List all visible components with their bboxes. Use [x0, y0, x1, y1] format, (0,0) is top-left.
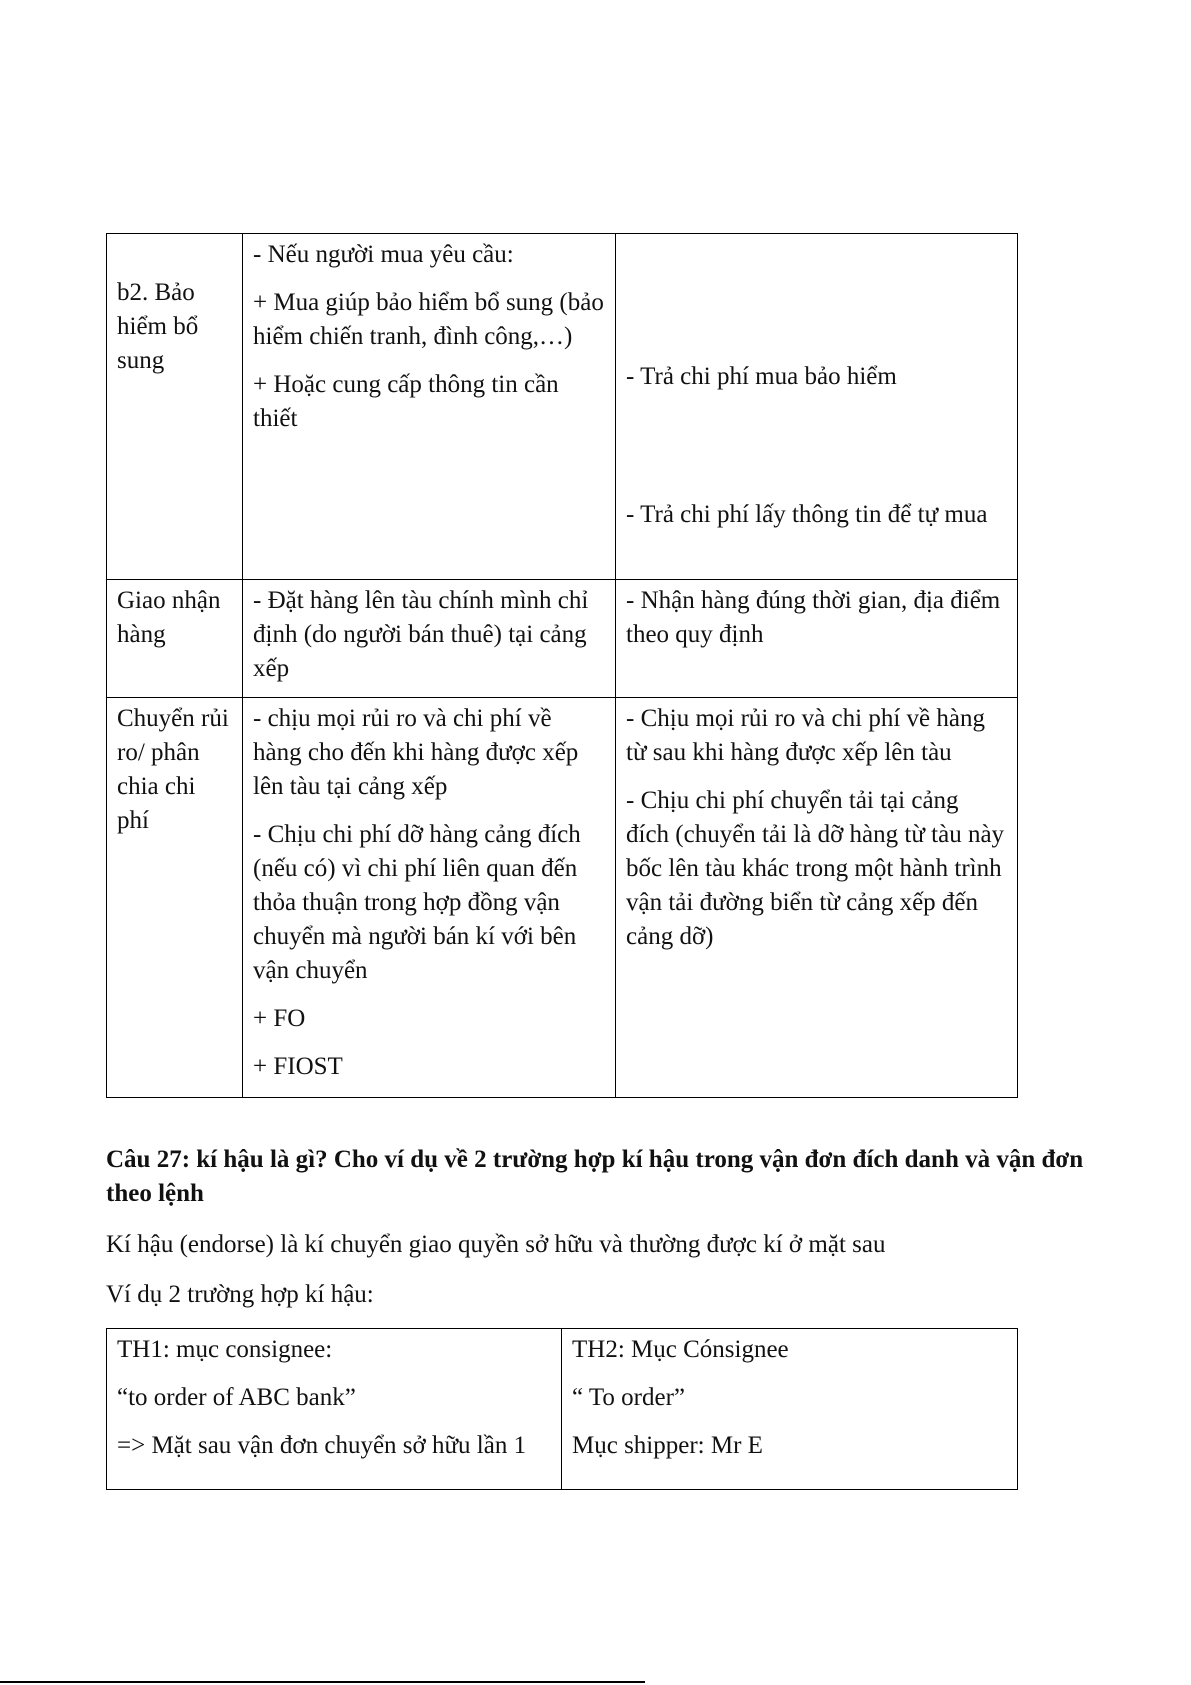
- seller-line: + FO: [253, 1005, 306, 1032]
- case2-line: TH2: Mục Cónsignee: [572, 1336, 789, 1363]
- table-row: [107, 1329, 1018, 1490]
- seller-cell: [243, 234, 616, 580]
- row-label-cell: [107, 234, 243, 580]
- case1-line: “to order of ABC bank”: [117, 1384, 356, 1411]
- row-label: Giao nhận hàng: [117, 587, 221, 648]
- seller-cell: [243, 580, 616, 698]
- case2-line: “ To order”: [572, 1384, 686, 1411]
- row-label-cell: [107, 698, 243, 1098]
- row-label: b2. Bảo hiểm bổ sung: [117, 279, 199, 374]
- definition-paragraph: Kí hậu (endorse) là kí chuyển giao quyền sở hữu và thường được kí ở mặt sau: [106, 1231, 886, 1258]
- obligations-table: [106, 233, 1018, 1098]
- seller-line: + Hoặc cung cấp thông tin cần thiết: [253, 371, 559, 432]
- examples-intro: Ví dụ 2 trường hợp kí hậu:: [106, 1281, 374, 1308]
- case1-line: TH1: mục consignee:: [117, 1336, 333, 1363]
- buyer-cell: [616, 580, 1018, 698]
- buyer-cell: [616, 698, 1018, 1098]
- row-label-cell: [107, 580, 243, 698]
- case2-line: Mục shipper: Mr E: [572, 1432, 763, 1459]
- table-row: [107, 234, 1018, 580]
- buyer-cell: [616, 234, 1018, 580]
- buyer-line: - Chịu mọi rủi ro và chi phí về hàng từ sau khi hàng được xếp lên tàu: [626, 705, 985, 766]
- buyer-line: - Trả chi phí mua bảo hiểm: [626, 363, 897, 390]
- endorsement-cases-table: [106, 1328, 1018, 1490]
- case1-cell: [107, 1329, 562, 1490]
- table-row: [107, 698, 1018, 1098]
- buyer-line: - Nhận hàng đúng thời gian, địa điểm theo quy định: [626, 587, 1001, 648]
- seller-line: - chịu mọi rủi ro và chi phí về hàng cho đến khi hàng được xếp lên tàu tại cảng xếp: [253, 705, 579, 800]
- seller-cell: [243, 698, 616, 1098]
- case1-line: => Mặt sau vận đơn chuyển sở hữu lần 1: [117, 1432, 527, 1459]
- buyer-line: - Chịu chi phí chuyển tải tại cảng đích (chuyển tải là dỡ hàng từ tàu này bốc lên tàu khác trong một hành trình vận tải đường biển từ cảng xếp đến cảng dỡ): [626, 787, 1005, 950]
- seller-line: - Đặt hàng lên tàu chính mình chỉ định (do người bán thuê) tại cảng xếp: [253, 587, 589, 682]
- table-row: [107, 580, 1018, 698]
- seller-line: - Chịu chi phí dỡ hàng cảng đích (nếu có) vì chi phí liên quan đến thỏa thuận trong hợp đồng vận chuyển mà người bán kí với bên vận chuyển: [253, 821, 581, 984]
- footer-rule: [0, 1681, 645, 1683]
- row-label: Chuyển rủi ro/ phân chia chi phí: [117, 705, 229, 834]
- seller-line: - Nếu người mua yêu cầu:: [253, 241, 514, 268]
- buyer-line: - Trả chi phí lấy thông tin để tự mua: [626, 501, 988, 528]
- case2-cell: [562, 1329, 1018, 1490]
- seller-line: + Mua giúp bảo hiểm bổ sung (bảo hiểm chiến tranh, đình công,…): [253, 289, 604, 350]
- seller-line: + FIOST: [253, 1053, 343, 1080]
- question-heading: Câu 27: kí hậu là gì? Cho ví dụ về 2 trường hợp kí hậu trong vận đơn đích danh và vận đơn theo lệnh: [106, 1146, 1084, 1207]
